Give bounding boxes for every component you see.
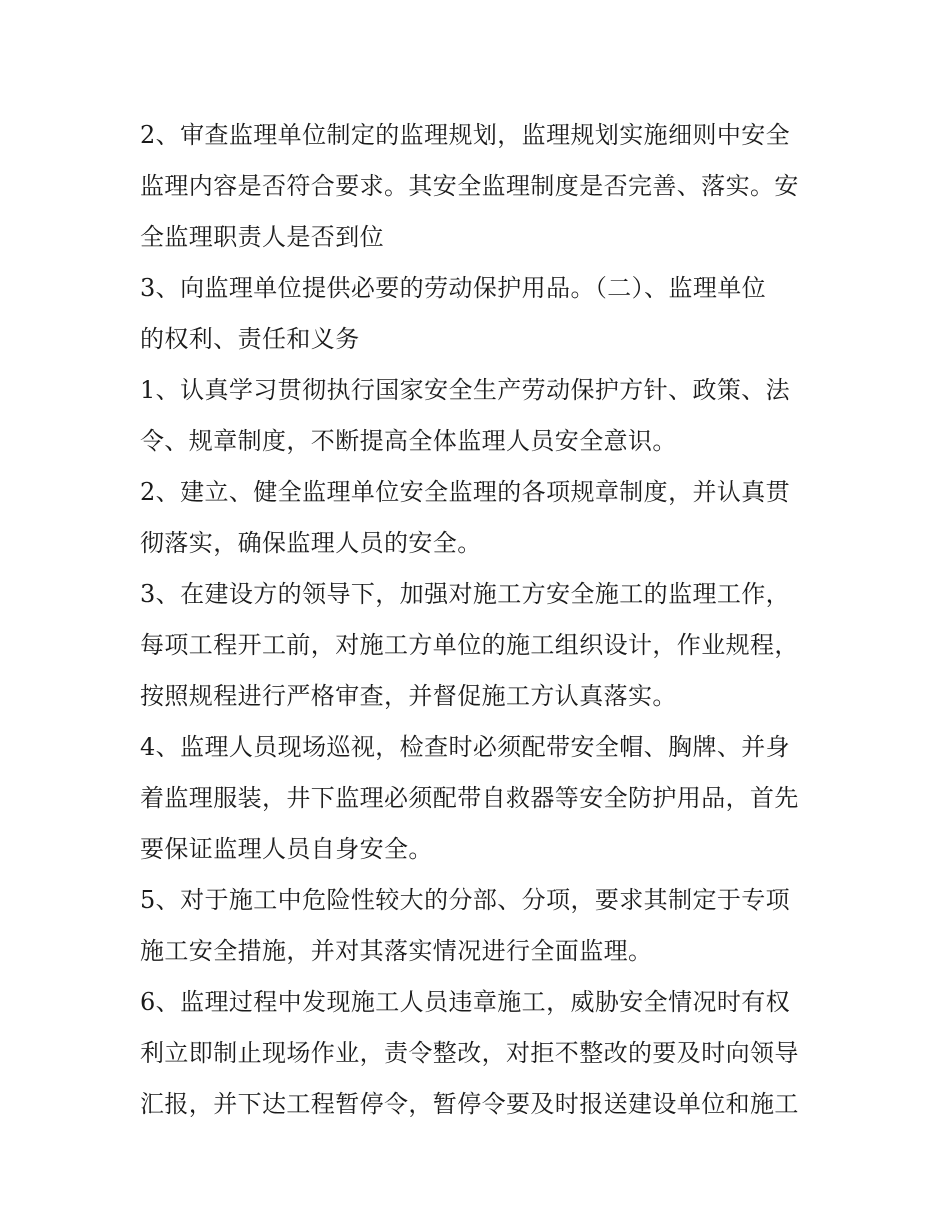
- text-line: 着监理服装，井下监理必须配带自救器等安全防护用品，首先: [140, 784, 799, 812]
- text-line: 全监理职责人是否到位: [140, 223, 384, 251]
- text-line: 4、监理人员现场巡视，检查时必须配带安全帽、胸牌、并身: [140, 733, 791, 761]
- text-line: 要保证监理人员自身安全。: [140, 835, 433, 863]
- text-line: 2、建立、健全监理单位安全监理的各项规章制度，并认真贯: [140, 478, 791, 506]
- text-line: 监理内容是否符合要求。其安全监理制度是否完善、落实。安: [140, 172, 799, 200]
- text-line: 2、审查监理单位制定的监理规划，监理规划实施细则中安全: [140, 121, 791, 149]
- text-line: 彻落实，确保监理人员的安全。: [140, 529, 482, 557]
- text-line: 施工安全措施，并对其落实情况进行全面监理。: [140, 937, 653, 965]
- text-line: 按照规程进行严格审查，并督促施工方认真落实。: [140, 682, 677, 710]
- text-line: 汇报，并下达工程暂停令，暂停令要及时报送建设单位和施工: [140, 1090, 799, 1118]
- text-line: 5、对于施工中危险性较大的分部、分项，要求其制定于专项: [140, 886, 791, 914]
- text-line: 3、向监理单位提供必要的劳动保护用品。（二）、监理单位: [140, 274, 767, 302]
- document-body: [140, 110, 820, 1130]
- text-line: 1、认真学习贯彻执行国家安全生产劳动保护方针、政策、法: [140, 376, 791, 404]
- text-line: 3、在建设方的领导下，加强对施工方安全施工的监理工作，: [140, 580, 791, 608]
- text-line: 令、规章制度，不断提高全体监理人员安全意识。: [140, 427, 677, 455]
- text-line: 利立即制止现场作业，责令整改，对拒不整改的要及时向领导: [140, 1039, 799, 1067]
- text-line: 6、监理过程中发现施工人员违章施工，威胁安全情况时有权: [140, 988, 791, 1016]
- text-line: 的权利、责任和义务: [140, 325, 360, 353]
- text-line: 每项工程开工前，对施工方单位的施工组织设计，作业规程，: [140, 631, 799, 659]
